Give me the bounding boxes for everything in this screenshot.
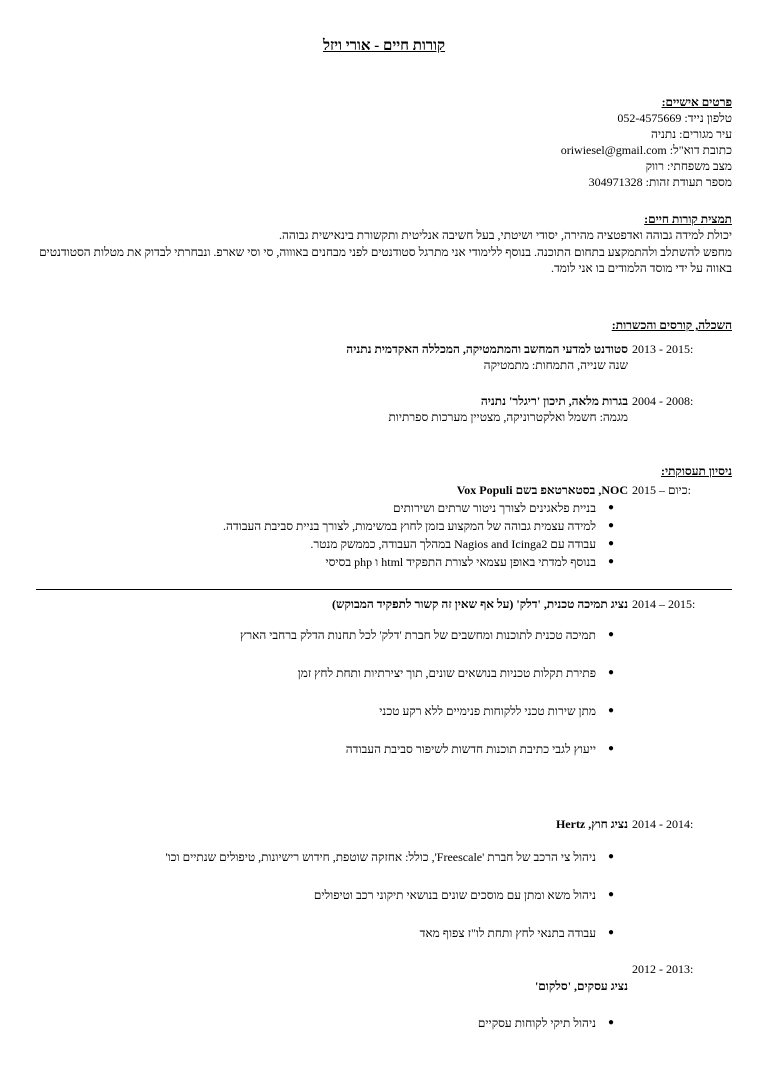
email-line: כתובת דוא"ל: oriwiesel@gmail.com (560, 143, 732, 157)
bullet-icon: ● (607, 538, 614, 549)
job-bullets-3 (165, 850, 614, 964)
bullet-icon: ● (607, 851, 614, 862)
list-item: ● עבודה בתנאי לחץ ותחת לו"ז צפוף מאד (419, 926, 614, 940)
bullet-icon: ● (607, 889, 614, 900)
education-heading: השכלה, קורסים והכשרות: (611, 318, 732, 332)
list-item: ● ניהול תיקי לקוחות עסקיים (477, 1016, 614, 1030)
job-bullets-2 (240, 628, 614, 780)
bullet-icon: ● (607, 927, 614, 938)
job-title-1: NOC, בסטארטאפ בשם Vox Populi (456, 483, 628, 497)
list-item: ● ייעוץ לגבי כתיבת תוכנות חדשות לשיפור סביבת העבודה (345, 742, 614, 756)
list-item: ● ניהול משא ומתן עם מוסכים שונים בנושאי תיקוני רכב וטיפולים (313, 888, 614, 902)
id-line: מספר תעודת זהות: 304971328 (588, 175, 732, 189)
bullet-icon: ● (607, 556, 614, 567)
job-title-4: נציג עסקים, 'סלקום' (534, 979, 628, 993)
experience-heading: ניסיון תעסוקתי: (660, 464, 732, 478)
list-item: ● למידה עצמית גבוהה של המקצוע בזמן לחוץ במשימות, לצורך בניית סביבת העבודה. (222, 519, 614, 533)
edu-sub-2: מגמה: חשמל ואלקטרוניקה, מצטיין מערכות ספרתיות (388, 410, 628, 424)
summary-line-2: מחפש להשתלב ולהתמקצע בתחום התוכנה. בנוסף ללימודי אני מתרגל סטודנטים לפני מבחנים באוווה, סי וסי שארפ. ונבחרתי לבדוק את מטלות הסטודנטים באווה על ידי מוסד הלמודים בו אני לומד. (39, 245, 732, 275)
bullet-icon: ● (607, 743, 614, 754)
job-bullets-1 (222, 501, 614, 573)
page-title: קורות חיים - אורי ויזל (322, 38, 446, 54)
job-dates-3: 2014 - 2014: (632, 817, 694, 831)
edu-title-1: סטודנט למדעי המחשב והמתמטיקה, המכללה האקדמית נתניה (346, 342, 628, 356)
edu-title-2: בגרות מלאה, תיכון 'ריגלר' נתניה (480, 394, 628, 408)
job-dates-2: 2014 – 2015: (632, 597, 696, 611)
city-line: עיר מגורים: נתניה (650, 127, 732, 141)
job-dates-4: 2012 - 2013: (632, 962, 694, 976)
summary-heading: תמצית קורות חיים: (644, 212, 732, 226)
bullet-icon: ● (607, 705, 614, 716)
job-title-2: נציג תמיכה טכנית, 'דלק' (על אף שאין זה קשור לתפקיד המבוקש) (331, 597, 628, 611)
list-item: ● תמיכה טכנית לתוכנות ומחשבים של חברת 'דלק' לכל תחנות הדלק ברחבי הארץ (240, 628, 614, 642)
bullet-icon: ● (607, 502, 614, 513)
phone-line: טלפון נייד: 052-4575669 (617, 111, 732, 125)
edu-sub-1: שנה שנייה, התמחות: מתמטיקה (483, 358, 628, 372)
edu-dates-1: 2013 - 2015: (632, 342, 694, 356)
job-dates-1: 2015 – כיום: (632, 483, 691, 497)
edu-dates-2: 2004 - 2008: (632, 394, 694, 408)
list-item: ● ניהול צי הרכב של חברת 'Freescale', כולל: אחזקה שוטפת, חידוש רישיונות, טיפולים שנתיים וכו' (165, 850, 614, 864)
list-item: ● מתן שירות טכני ללקוחות פנימיים ללא רקע טכני (379, 704, 614, 718)
job-bullets-4 (477, 1016, 614, 1034)
list-item: ● פתירת תקלות טכניות בנושאים שונים, תוך יצירתיות ותחת לחץ זמן (297, 666, 614, 680)
summary-line-1: יכולת למידה גבוהה ואדפטציה מהירה, יסודי ושיטתי, בעל חשיבה אנליטית ותקשורת בינאישית גבוהה. (279, 228, 732, 242)
list-item: ● בניית פלאגינים לצורך ניטור שרתים ושירותים (392, 501, 614, 515)
bullet-icon: ● (607, 629, 614, 640)
job-title-3: נציג חוץ, Hertz (555, 817, 628, 831)
bullet-icon: ● (607, 520, 614, 531)
bullet-icon: ● (607, 667, 614, 678)
marital-line: מצב משפחתי: רווק (645, 159, 732, 173)
bullet-icon: ● (607, 1017, 614, 1028)
list-item: ● בנוסף למדתי באופן עצמאי לצורת התפקיד html ו php בסיסי (325, 555, 614, 569)
list-item: ● עבודה עם Nagios and Icinga2 במהלך העבודה, כממשק מנטר. (310, 537, 614, 551)
personal-heading: פרטים אישיים: (661, 95, 732, 109)
section-divider (36, 589, 732, 590)
